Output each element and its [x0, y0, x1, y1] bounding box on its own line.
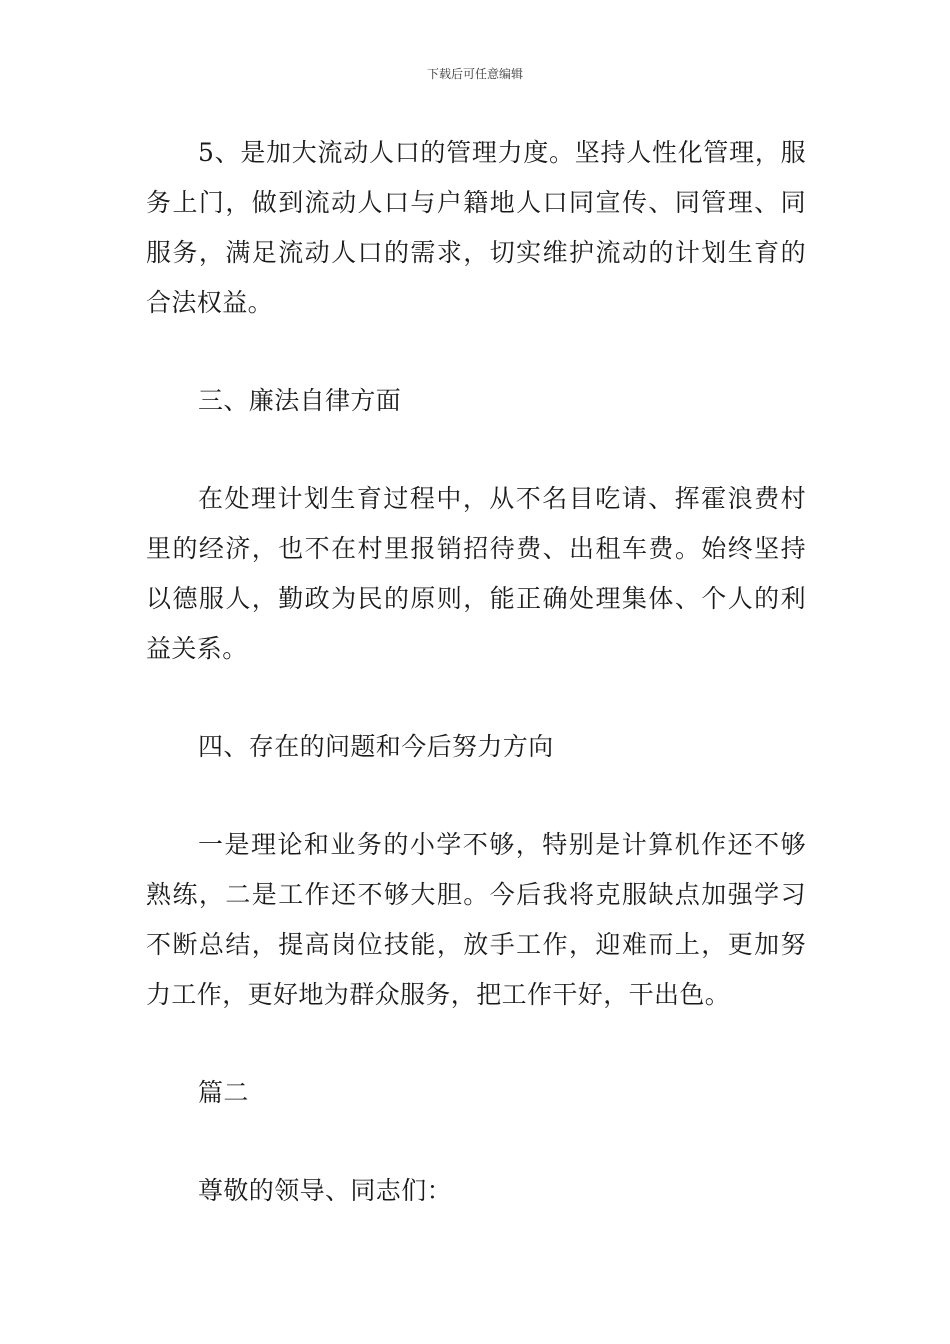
- section-heading-integrity: 三、廉法自律方面: [198, 386, 402, 415]
- paragraph-problems: 一是理论和业务的小学不够，特别是计算机作还不够熟练，二是工作还不够大胆。今后我将克服缺点加强学习不断总结，提高岗位技能，放手工作，迎难而上，更加努力工作，更好地为群众服务，把工作干好，干出色。: [146, 830, 806, 1009]
- paragraph-gap: [146, 426, 806, 474]
- paragraph-floating-population: 5、是加大流动人口的管理力度。坚持人性化管理，服务上门，做到流动人口与户籍地人口同宣传、同管理、同服务，满足流动人口的需求，切实维护流动的计划生育的合法权益。: [146, 138, 806, 317]
- paragraph-integrity: 在处理计划生育过程中，从不名目吃请、挥霍浪费村里的经济，也不在村里报销招待费、出租车费。始终坚持以德服人，勤政为民的原则，能正确处理集体、个人的利益关系。: [146, 484, 806, 663]
- paragraph-gap: [146, 328, 806, 376]
- paragraph-gap: [146, 772, 806, 820]
- page-header: 下载后可任意编辑: [426, 67, 523, 81]
- salutation: 尊敬的领导、同志们：: [198, 1176, 453, 1205]
- document-body: [146, 128, 806, 1216]
- section-heading-part-two: 篇二: [198, 1078, 249, 1107]
- paragraph-gap: [146, 1020, 806, 1068]
- paragraph-gap: [146, 674, 806, 722]
- paragraph-gap: [146, 1118, 806, 1166]
- section-heading-problems: 四、存在的问题和今后努力方向: [198, 732, 554, 761]
